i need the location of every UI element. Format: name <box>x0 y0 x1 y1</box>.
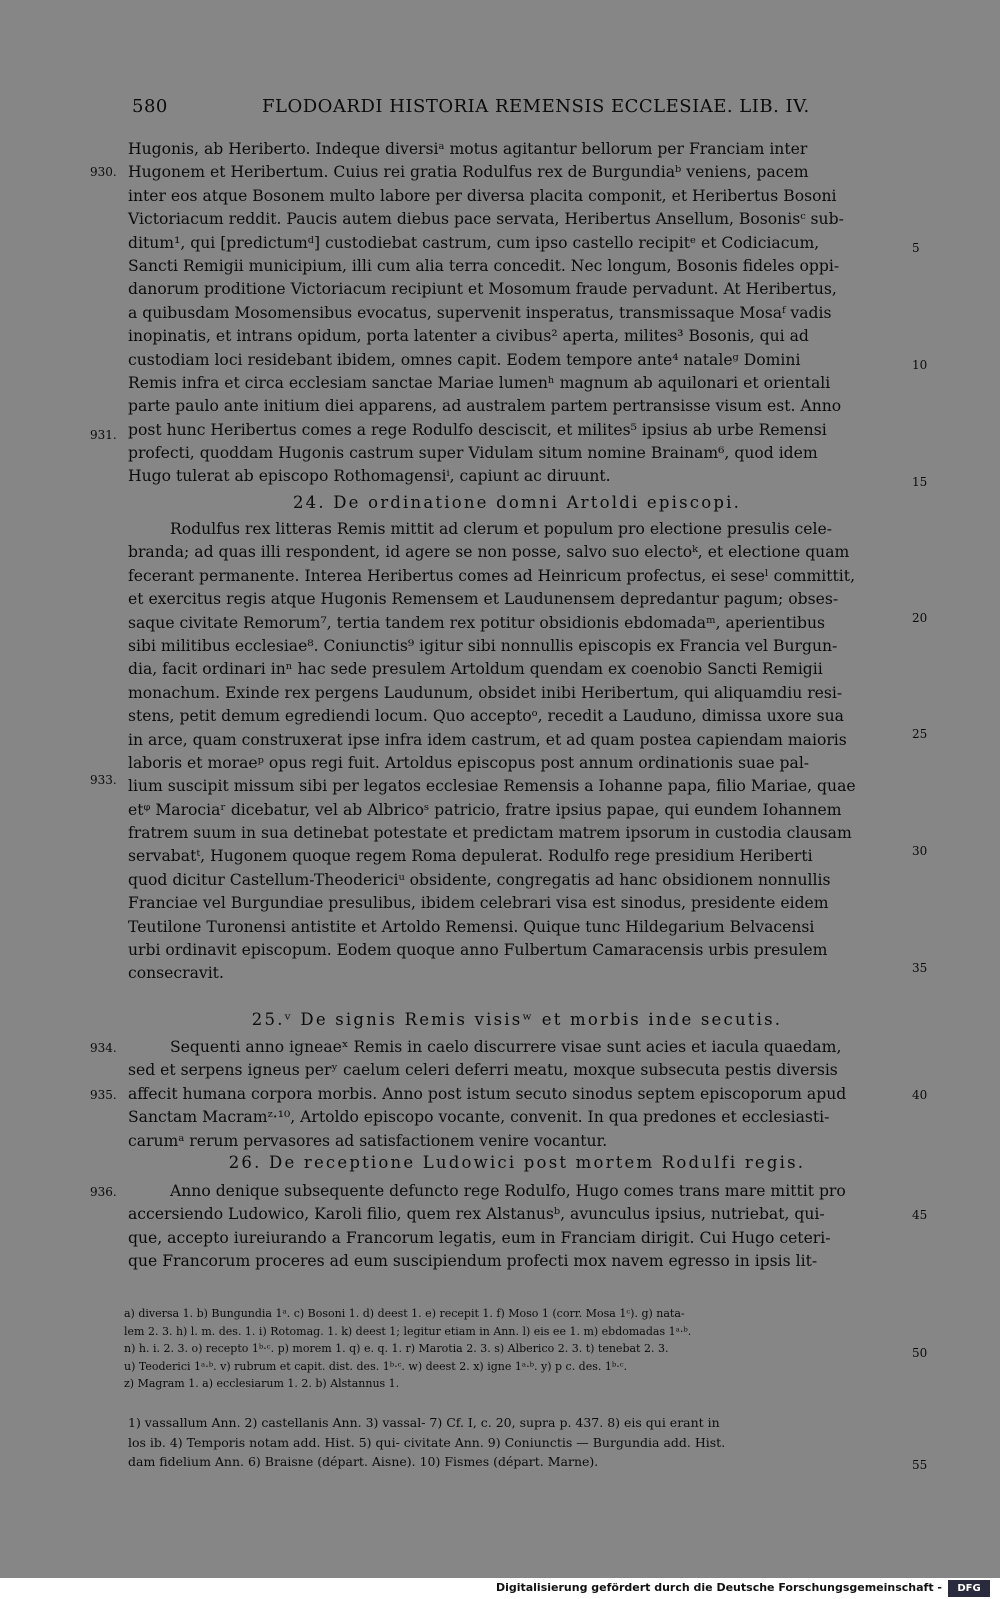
text-line: fratrem suum in sua detinebat potestate et predictam matrem ipsorum in custodia clausam <box>128 824 852 843</box>
text-line: stens, petit demum egrediendi locum. Quo acceptoᵒ, recedit a Lauduno, dimissa uxore sua <box>128 707 844 726</box>
text-line: monachum. Exinde rex pergens Laudunum, obsidet inibi Heribertum, qui aliquamdiu resi- <box>128 683 843 702</box>
text-line: accersiendo Ludowico, Karoli filio, quem rex Alstanusᵇ, avunculus ipsius, nutriebat, qui- <box>128 1205 825 1224</box>
line-number: 45 <box>912 1208 928 1222</box>
section-4-text <box>128 1180 906 1274</box>
dfg-logo-icon[interactable]: DFG <box>948 1580 990 1597</box>
text-line: branda; ad quas illi respondent, id agere se non posse, salvo suo electoᵏ, et electione quam <box>128 543 850 562</box>
line-number: 25 <box>912 727 928 741</box>
line-number: 15 <box>912 475 928 489</box>
variant-apparatus <box>124 1305 914 1393</box>
text-line: servabatᵗ, Hugonem quoque regem Roma depulerat. Rodulfo rege presidium Heriberti <box>128 847 813 866</box>
text-line: post hunc Heribertus comes a rege Rodulfo desciscit, et milites⁵ ipsius ab urbe Remensi <box>128 420 827 439</box>
text-line: Hugonem et Heribertum. Cuius rei gratia Rodulfus rex de Burgundiaᵇ veniens, pacem <box>128 163 809 182</box>
text-line: urbi ordinavit episcopum. Eodem quoque anno Fulbertum Camaracensis urbis presulem <box>128 941 828 960</box>
text-line: Anno denique subsequente defuncto rege Rodulfo, Hugo comes trans mare mittit pro <box>170 1182 846 1200</box>
text-line: a quibusdam Mosomensibus evocatus, supervenit insperatus, transmissaque Mosaᶠ vadis <box>128 303 832 322</box>
variant-line: z) Magram 1. a) ecclesiarum 1. 2. b) Alstannus 1. <box>124 1377 400 1390</box>
text-line: ditum¹, qui [predictumᵈ] custodiebat castrum, cum ipso castello recipitᵉ et Codiciacum, <box>128 233 820 252</box>
text-line: quod dicitur Castellum-Theodericiᵘ obsidente, congregatis ad hanc obsidionem nonnullis <box>128 870 831 889</box>
text-line: Hugonis, ab Heriberto. Indeque diversiᵃ motus agitantur bellorum per Franciam inter <box>128 140 808 158</box>
funding-notice: Digitalisierung gefördert durch die Deutsche Forschungsgemeinschaft - <box>495 1581 942 1594</box>
section-3-text <box>128 1036 906 1153</box>
footnote-line: 1) vassallum Ann. 2) castellanis Ann. 3) vassal- 7) Cf. I, c. 20, supra p. 437. 8) eis qui erant in <box>128 1415 720 1430</box>
text-line: sed et serpens igneus perʸ caelum celeri deferri meatu, moxque subsecuta pestis diversis <box>128 1061 838 1080</box>
line-number: 40 <box>912 1088 928 1102</box>
text-line: Franciae vel Burgundiae presulibus, ibidem celebrari visa est sinodus, presidente eidem <box>128 894 829 913</box>
line-number: 50 <box>912 1346 928 1360</box>
text-line: que Francorum proceres ad eum suscipiendum profecti mox navem egresso in ipsis lit- <box>128 1252 818 1271</box>
margin-year: 931. <box>90 428 117 442</box>
chapter-heading-24: 24. De ordinatione domni Artoldi episcopi. <box>292 493 742 512</box>
text-line: Hugo tulerat ab episcopo Rothomagensiⁱ, capiunt ac diruunt. <box>128 467 611 486</box>
line-number: 20 <box>912 611 928 625</box>
text-line: carumᵃ rerum pervasores ad satisfactionem venire vocantur. <box>128 1131 608 1150</box>
variant-line: u) Teoderici 1ᵃ·ᵇ. v) rubrum et capit. dist. des. 1ᵇ·ᶜ. w) deest 2. x) igne 1ᵃ·ᵇ. y) p c. des. 1ᵇ·ᶜ. <box>124 1359 628 1373</box>
text-line: affecit humana corpora morbis. Anno post istum secuto sinodus septem episcoporum apud <box>128 1084 847 1103</box>
line-number: 10 <box>912 358 928 372</box>
text-line: Sancti Remigii municipium, illi cum alia terra concedit. Nec longum, Bosonis fideles oppi- <box>128 256 840 275</box>
text-line: Sanctam Macramᶻ·¹⁰, Artoldo episcopo vocante, convenit. In qua predones et ecclesiasti- <box>128 1108 830 1127</box>
footnote-line: dam fidelium Ann. 6) Braisne (départ. Aisne). 10) Fismes (départ. Marne). <box>128 1454 599 1469</box>
text-line: Remis infra et circa ecclesiam sanctae Mariae lumenʰ magnum ab aquilonari et orientali <box>128 373 831 392</box>
section-1-text <box>128 138 906 489</box>
line-number: 35 <box>912 961 928 975</box>
line-number: 55 <box>912 1458 928 1472</box>
margin-year: 936. <box>90 1185 117 1199</box>
text-line: lium suscipit missum sibi per legatos ecclesiae Remensis a Iohanne papa, filio Mariae, quae <box>128 777 856 796</box>
text-line: danorum proditione Victoriacum recipiunt et Mosomum fraude pervadunt. At Heribertus, <box>128 280 837 299</box>
text-line: laboris et moraeᵖ opus regi fuit. Artoldus episcopus post annum ordinationis suae pal- <box>128 753 810 772</box>
text-line: Teutilone Turonensi antistite et Artoldo Remensi. Quique tunc Hildegarium Belvacensi <box>128 917 815 936</box>
text-line: Sequenti anno igneaeˣ Remis in caelo discurrere visae sunt acies et iacula quaedam, <box>170 1038 842 1056</box>
margin-year: 930. <box>90 165 117 179</box>
text-line: dia, facit ordinari inⁿ hac sede presulem Artoldum quendam ex coenobio Sancti Remigii <box>128 660 823 679</box>
text-line: parte paulo ante initium diei apparens, ad australem partem pertransisse visum est. Anno <box>128 397 842 416</box>
variant-line: lem 2. 3. h) l. m. des. 1. i) Rotomag. 1. k) deest 1; legitur etiam in Ann. l) eis ee 1. m) ebdomadas 1ᵃ·ᵇ. <box>124 1324 692 1338</box>
margin-year: 934. <box>90 1041 117 1055</box>
text-line: etᵠ Marociaʳ dicebatur, vel ab Albricoˢ patricio, fratre ipsius papae, qui eundem Iohannem <box>128 800 842 819</box>
text-line: saque civitate Remorum⁷, tertia tandem rex potitur obsidionis ebdomadaᵐ, aperientibus <box>128 613 826 632</box>
text-line: sibi militibus ecclesiae⁸. Coniunctis⁹ igitur sibi nonnullis episcopis ex Francia vel Burgun- <box>128 636 838 655</box>
footer-bar <box>0 1578 1000 1599</box>
footnote-line: los ib. 4) Temporis notam add. Hist. 5) qui- civitate Ann. 9) Coniunctis — Burgundia add. Hist. <box>128 1434 726 1450</box>
chapter-heading-26: 26. De receptione Ludowici post mortem Rodulfi regis. <box>228 1153 806 1172</box>
footnotes <box>128 1413 908 1472</box>
variant-line: n) h. i. 2. 3. o) recepto 1ᵇ·ᶜ. p) morem 1. q) e. q. 1. r) Marotia 2. 3. s) Alberico 2. 3. t) tenebat 2. 3. <box>124 1342 669 1355</box>
page-header <box>132 96 810 126</box>
text-line: consecravit. <box>128 964 224 983</box>
text-line: Rodulfus rex litteras Remis mittit ad clerum et populum pro electione presulis cele- <box>170 520 832 538</box>
text-line: inopinatis, et intrans opidum, porta latenter a civibus² aperta, milites³ Bosonis, qui ad <box>128 327 809 346</box>
margin-year: 935. <box>90 1088 117 1102</box>
page-number: 580 <box>132 96 168 117</box>
running-title: FLODOARDI HISTORIA REMENSIS ECCLESIAE. LIB. IV. <box>262 96 810 117</box>
text-line: inter eos atque Bosonem multo labore per diversa placita componit, et Heribertus Bosoni <box>128 186 837 205</box>
section-2-text <box>128 518 906 986</box>
text-line: et exercitus regis atque Hugonis Remensem et Laudunensem depredantur pagum; obses- <box>128 590 839 609</box>
chapter-heading-25: 25.ᵛ De signis Remis visisʷ et morbis inde secutis. <box>251 1010 783 1029</box>
text-line: Victoriacum reddit. Paucis autem diebus pace servata, Heribertus Ansellum, Bosonisᶜ sub- <box>128 210 844 229</box>
text-line: profecti, quoddam Hugonis castrum super Vidulam situm nomine Brainam⁶, quod idem <box>128 444 818 463</box>
line-number: 30 <box>912 844 928 858</box>
text-line: que, accepto iureiurando a Francorum legatis, eum in Franciam dirigit. Cui Hugo ceteri- <box>128 1228 831 1247</box>
line-number: 5 <box>912 241 920 255</box>
text-line: custodiam loci residebant ibidem, omnes capit. Eodem tempore ante⁴ nataleᵍ Domini <box>128 350 801 369</box>
margin-year: 933. <box>90 773 117 787</box>
text-line: in arce, quam construxerat ipse infra idem castrum, et ad quam postea capiendam maioris <box>128 730 847 749</box>
text-line: fecerant permanente. Interea Heribertus comes ad Heinricum profectus, ei seseˡ committit, <box>128 566 856 585</box>
variant-line: a) diversa 1. b) Bungundia 1ᵃ. c) Bosoni 1. d) deest 1. e) recepit 1. f) Moso 1 (corr. Mosa 1ᶜ). g) nata- <box>124 1307 685 1320</box>
